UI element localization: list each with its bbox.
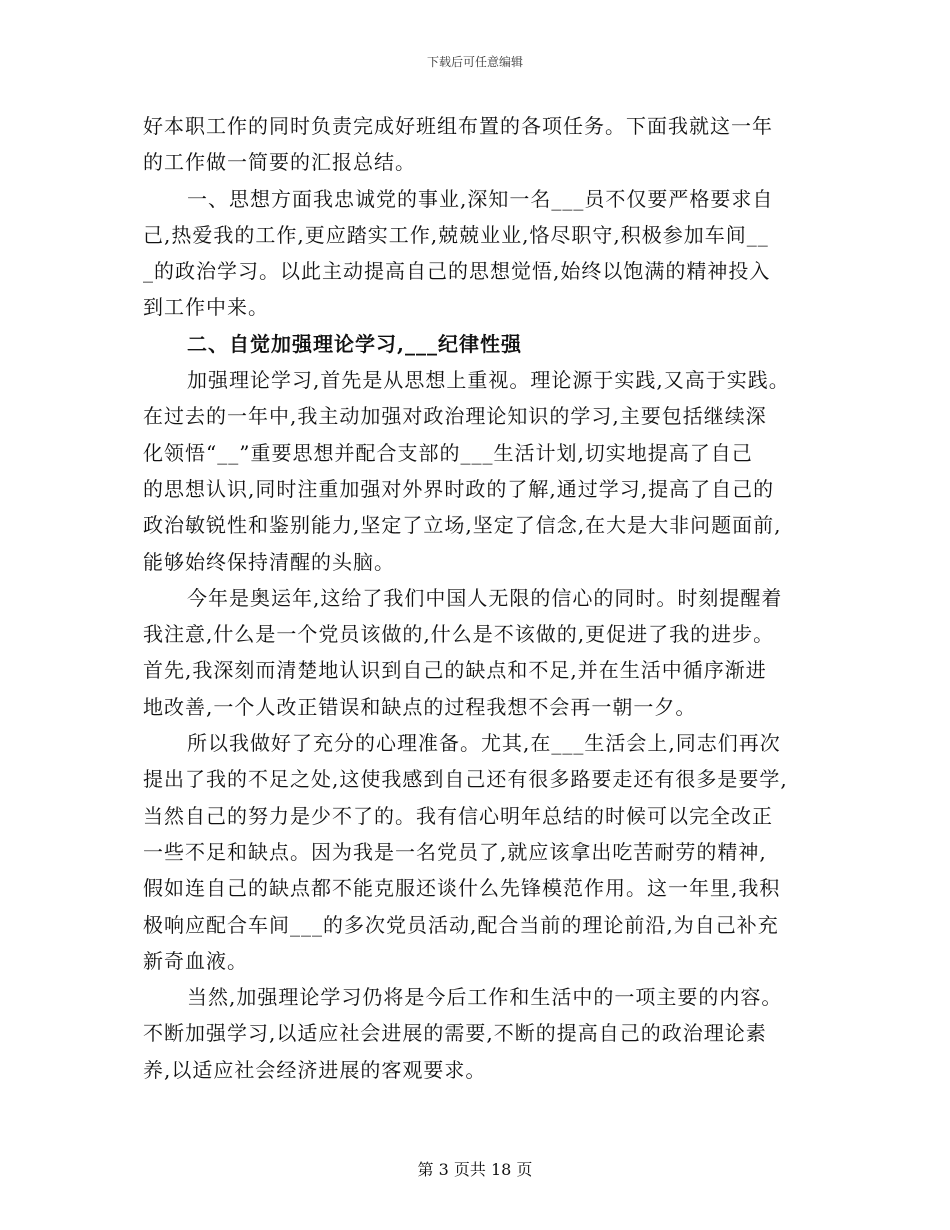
text-line: 加强理论学习,首先是从思想上重视。理论源于实践,又高于实践。	[187, 368, 790, 393]
text-line: 化领悟“__”重要思想并配合支部的___生活计划,切实地提高了自己	[143, 440, 753, 465]
text-line: 的工作做一简要的汇报总结。	[143, 150, 416, 175]
text-line: 当然,加强理论学习仍将是今后工作和生活中的一项主要的内容。	[187, 985, 783, 1010]
paragraph-olympic-year	[143, 580, 813, 725]
text-line: 首先,我深刻而清楚地认识到自己的缺点和不足,并在生活中循序渐进	[143, 658, 767, 683]
text-line: 地改善,一个人改正错误和缺点的过程我想不会再一朝一夕。	[143, 694, 697, 719]
text-line: 假如连自己的缺点都不能克服还谈什么先锋模范作用。这一年里,我积	[143, 876, 781, 901]
text-line: 一、思想方面我忠诚党的事业,深知一名___员不仅要严格要求自	[187, 186, 774, 211]
paragraph-preparation	[143, 725, 813, 979]
text-line: 今年是奥运年,这给了我们中国人无限的信心的同时。时刻提醒着	[187, 585, 783, 610]
text-line: 极响应配合车间___的多次党员活动,配合当前的理论前沿,为自己补充	[143, 912, 779, 937]
text-line: 能够始终保持清醒的头脑。	[143, 549, 395, 574]
text-line: 所以我做好了充分的心理准备。尤其,在___生活会上,同志们再次	[187, 731, 781, 756]
section-heading	[143, 326, 813, 362]
text-line: 不断加强学习,以适应社会进展的需要,不断的提高自己的政治理论素	[143, 1021, 767, 1046]
paragraph-conclusion	[143, 979, 813, 1088]
text-line: 当然自己的努力是少不了的。我有信心明年总结的时候可以完全改正	[143, 803, 773, 828]
paragraph-section-one	[143, 181, 813, 326]
text-line: 己,热爱我的工作,更应踏实工作,兢兢业业,恪尽职守,积极参加车间__	[143, 222, 769, 247]
text-line: 一些不足和缺点。因为我是一名党员了,就应该拿出吃苦耐劳的精神,	[143, 839, 767, 864]
text-line: 新奇血液。	[143, 948, 248, 973]
page-header: 下载后可任意编辑	[426, 55, 523, 69]
heading-text: 二、自觉加强理论学习,___纪律性强	[187, 331, 522, 356]
document-body	[143, 108, 813, 1088]
paragraph-theory-study	[143, 362, 813, 580]
paragraph-continuation	[143, 108, 813, 181]
text-line: _的政治学习。以此主动提高自己的思想觉悟,始终以饱满的精神投入	[143, 259, 771, 284]
page-footer: 第 3 页共 18 页	[417, 1160, 533, 1179]
text-line: 的思想认识,同时注重加强对外界时政的了解,通过学习,提高了自己的	[143, 476, 775, 501]
text-line: 提出了我的不足之处,这使我感到自己还有很多路要走还有很多是要学,	[143, 767, 788, 792]
text-line: 政治敏锐性和鉴别能力,坚定了立场,坚定了信念,在大是大非问题面前,	[143, 513, 782, 538]
text-line: 到工作中来。	[143, 295, 269, 320]
text-line: 在过去的一年中,我主动加强对政治理论知识的学习,主要包括继续深	[143, 404, 767, 429]
text-line: 养,以适应社会经济进展的客观要求。	[143, 1057, 487, 1082]
text-line: 我注意,什么是一个党员该做的,什么是不该做的,更促进了我的进步。	[143, 622, 775, 647]
text-line: 好本职工作的同时负责完成好班组布置的各项任务。下面我就这一年	[143, 114, 773, 138]
